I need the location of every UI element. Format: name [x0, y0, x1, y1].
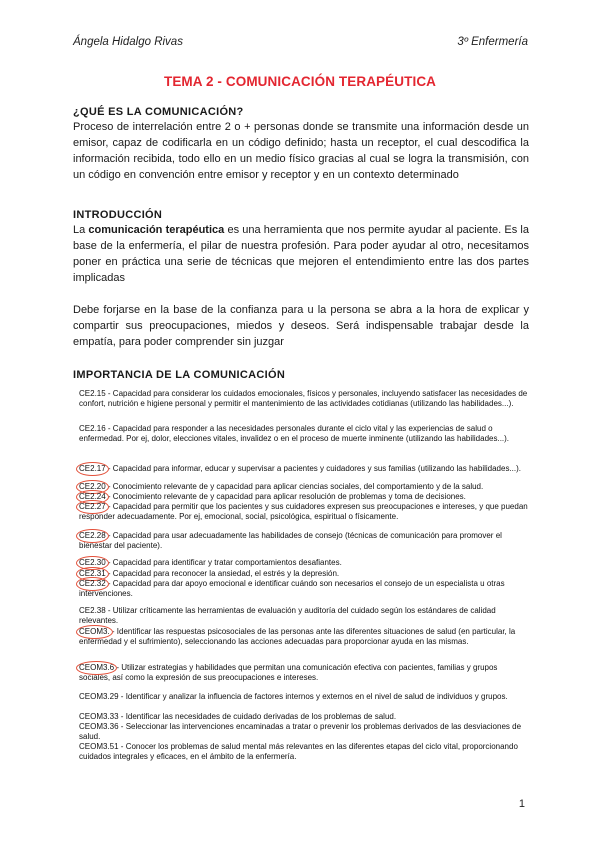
competency-code-text: CE2.30: [79, 558, 106, 567]
competency-code: CEOM3.51: [79, 742, 119, 751]
competency-text: - Utilizar estrategias y habilidades que permitan una comunicación efectiva con pacientes, familias y grupos sociales, así como la expresión de sus preocupaciones e intereses.: [79, 663, 498, 682]
competency-item: [79, 692, 508, 702]
competency-code: [79, 464, 106, 474]
hand-drawn-circle: [76, 529, 109, 543]
competency-item: [79, 569, 339, 579]
competency-text: - Identificar y analizar la influencia de factores internos y externos en el nivel de salud de individuos y grupos.: [118, 692, 508, 701]
competency-item: [79, 663, 529, 683]
competency-code: [79, 502, 106, 512]
section-heading: IMPORTANCIA DE LA COMUNICACIÓN: [73, 369, 286, 381]
hand-drawn-circle: [76, 462, 109, 476]
competency-text: - Capacidad para considerar los cuidados emocionales, físicos y personales, incluyendo satisfacer las necesidades de confort, nutrición e higiene personal y permitir el mantenimiento de las actividades cotidianas (utilizando las habilidades...).: [79, 389, 528, 408]
competency-code: CE2.16: [79, 424, 106, 433]
section-heading: INTRODUCCIÓN: [73, 209, 163, 221]
competency-code: [79, 579, 106, 589]
page-title: TEMA 2 - COMUNICACIÓN TERAPÉUTICA: [163, 74, 437, 89]
competency-text: - Identificar las necesidades de cuidado derivadas de los problemas de salud.: [118, 712, 397, 721]
header-author: Ángela Hidalgo Rivas: [73, 36, 183, 48]
competency-item: [79, 579, 529, 599]
competency-text: - Capacidad para dar apoyo emocional e identificar cuándo son necesarios el consejo de un especialista u otras intervenciones.: [79, 579, 505, 598]
competency-code-text: CE2.20: [79, 482, 106, 491]
intro-suffix: es una herramienta que nos permite ayudar al paciente. Es la base de la enfermería, el pilar de nuestra profesión. Para poder ayudar al otro, necesitamos poner en práctica una serie de técnicas que mejoren el entendimiento entre las dos partes implicadas: [73, 224, 529, 284]
competency-item: [79, 492, 466, 502]
section-introduction: [73, 209, 529, 350]
competency-code-text: CE2.31: [79, 569, 106, 578]
competency-item: [79, 531, 529, 551]
competency-text: - Utilizar críticamente las herramientas de evaluación y auditoría del cuidado según los estándares de calidad relevantes.: [79, 606, 496, 625]
competency-text: - Conocer los problemas de salud mental más relevantes en las diferentes etapas del ciclo vital, proporcionando cuidados integrales y eficaces, en el ámbito de la enfermería.: [79, 742, 518, 761]
section-heading: ¿QUÉ ES LA COMUNICACIÓN?: [73, 106, 244, 118]
competency-code: [79, 531, 106, 541]
intro-paragraph-2: Debe forjarse en la base de la confianza para u la persona se abra a la hora de explicar y compartir sus preocupaciones, miedos y deseos. Será indispensable trabajar desde la empatía, para poder comprender sin juzgar: [73, 304, 529, 348]
competency-code-text: CE2.24: [79, 492, 106, 501]
competency-text: - Conocimiento relevante de y capacidad para aplicar resolución de problemas y toma de decisiones.: [105, 492, 466, 501]
intro-paragraph-1: [73, 222, 529, 286]
competency-code-text: CEOM3.6: [79, 663, 115, 672]
competency-code: CEOM3.29: [79, 692, 119, 701]
page-number: 1: [518, 798, 525, 810]
section-importance-heading-block: [73, 369, 529, 382]
section-what-is-communication: [73, 106, 529, 183]
competency-item: [79, 424, 529, 444]
competency-code: [79, 627, 110, 637]
competency-text: - Capacidad para responder a las necesidades personales durante el ciclo vital y las experiencias de salud o enfermedad. Por ej, dolor, elecciones vitales, invalidez o en el proceso de muerte inminente (utilizando las habilidades...).: [79, 424, 510, 443]
competency-item: [79, 742, 529, 762]
competency-code: CEOM3.33: [79, 712, 119, 721]
competency-item: [79, 389, 529, 409]
competency-item: [79, 606, 529, 626]
competency-code-text: CE2.27: [79, 502, 106, 511]
competency-item: [79, 464, 521, 474]
competency-item: [79, 502, 529, 522]
competency-text: - Conocimiento relevante de y capacidad para aplicar ciencias sociales, del comportamiento y de la salud.: [105, 482, 484, 491]
hand-drawn-circle: [76, 625, 113, 639]
hand-drawn-circle: [76, 500, 109, 514]
intro-bold-term: comunicación terapéutica: [88, 224, 225, 236]
competency-text: - Capacidad para permitir que los pacientes y sus cuidadores expresen sus preocupaciones e intereses, y que puedan responder adecuadamente. Por ej, emocional, social, psicológica, espiritual o físicamente.: [79, 502, 528, 521]
competency-text: - Seleccionar las intervenciones encaminadas a tratar o prevenir los problemas derivados de las desviaciones de salud.: [79, 722, 522, 741]
competency-item: [79, 722, 529, 742]
competency-code-text: CE2.28: [79, 531, 106, 540]
competency-text: - Capacidad para usar adecuadamente las habilidades de consejo (técnicas de comunicación para promover el bienestar del paciente).: [79, 531, 502, 550]
competency-text: - Capacidad para informar, educar y supervisar a pacientes y cuidadores y sus familias (utilizando las habilidades...).: [105, 464, 522, 473]
hand-drawn-circle: [76, 577, 109, 591]
competency-code: CE2.38: [79, 606, 106, 615]
competency-code: CE2.15: [79, 389, 106, 398]
hand-drawn-circle: [76, 661, 117, 675]
competency-text: - Capacidad para identificar y tratar comportamientos desafiantes.: [105, 558, 342, 567]
competency-code-text: CE2.32: [79, 579, 106, 588]
competency-item: [79, 482, 483, 492]
header-course: 3º Enfermería: [457, 36, 528, 48]
competency-text: - Identificar las respuestas psicosociales de las personas ante las diferentes situaciones de salud (en particular, la enfermedad y el sufrimiento), seleccionando las acciones adecuadas para proporcionar ayuda en las mismas.: [79, 627, 516, 646]
competency-text: - Capacidad para reconocer la ansiedad, el estrés y la depresión.: [105, 569, 340, 578]
competency-code-text: CEOM3.: [79, 627, 110, 636]
competency-item: [79, 558, 342, 568]
competency-code-text: CE2.17: [79, 464, 106, 473]
competency-code: [79, 663, 114, 673]
definition-paragraph: Proceso de interrelación entre 2 o + personas donde se transmite una información desde un emisor, capaz de codificarla en un código definido; hasta un receptor, el cual descodifica la información recibida, todo ello en un medio físico gracias al cual se logra la transmisión, con un código en convención entre emisor y receptor y en un contexto determinado: [73, 121, 529, 181]
competency-item: [79, 712, 396, 722]
competency-item: [79, 627, 529, 647]
competency-code: CEOM3.36: [79, 722, 119, 731]
intro-prefix: La: [73, 224, 89, 236]
